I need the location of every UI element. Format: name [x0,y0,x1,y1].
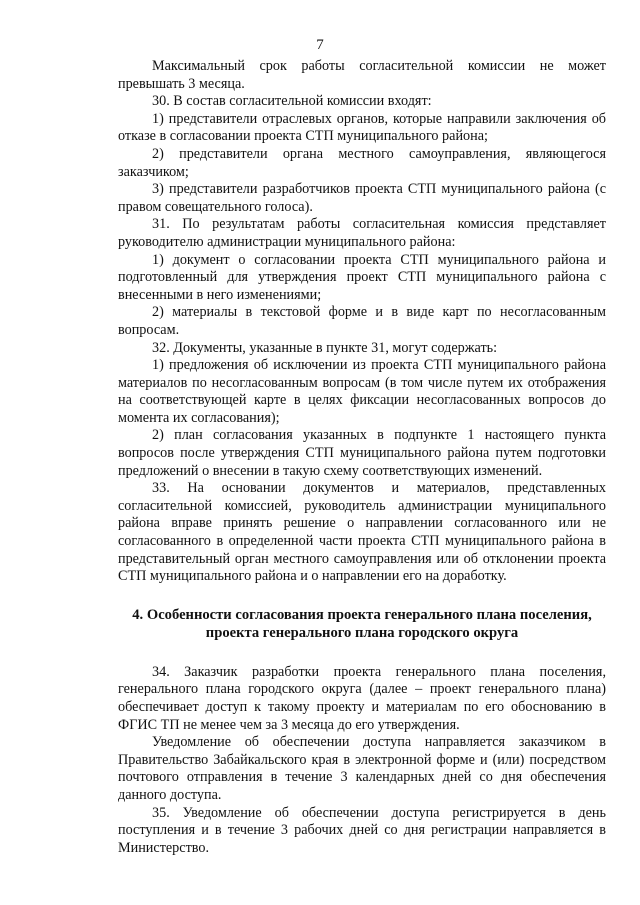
paragraph-30: 30. В состав согласительной комиссии входят: [152,93,432,110]
paragraph-34: 34. Заказчик разработки проекта генерального плана поселения, генерального плана городского округа (далее – проект генерального плана) обеспечивает доступ к такому проекту и материалам по его обоснованию в ФГИС ТП не менее чем за 3 месяца до его утверждения. [118,663,606,733]
section-heading-line-2: проекта генерального плана городского округа [205,624,519,641]
paragraph-31: 31. По результатам работы согласительная комиссия представляет руководителю администрации муниципального района: [118,216,606,250]
section-heading [118,606,606,642]
paragraph-access-notice: Уведомление об обеспечении доступа направляется заказчиком в Правительство Забайкальского края в электронной форме и (или) посредством почтового отправления в течение 3 календарных дней со дня обеспечения данного доступа. [118,734,606,803]
page-number: 7 [316,37,324,53]
paragraph-31-item-1: 1) документ о согласовании проекта СТП муниципального района и подготовленный для утверждения проект СТП муниципального района с внесенными в него изменениями; [118,251,606,303]
paragraph-31-item-2: 2) материалы в текстовой форме и в виде карт по несогласованным вопросам. [118,304,606,338]
paragraph-32-item-2: 2) план согласования указанных в подпункте 1 настоящего пункта вопросов после утверждения СТП муниципального района путем подготовки предложений о внесении в такую схему соответствующих изменений. [118,427,606,479]
document-body [118,58,606,857]
paragraph-32: 32. Документы, указанные в пункте 31, могут содержать: [152,339,498,356]
paragraph-33: 33. На основании документов и материалов, представленных согласительной комиссией, руководитель администрации муниципального района вправе принять решение о направлении согласованного или не согласованного в определенной части проекта СТП муниципального района в представительный орган местного самоуправления или об отклонении проекта СТП муниципального района и о направлении его на доработку. [118,480,606,585]
paragraph-30-item-2: 2) представители органа местного самоуправления, являющегося заказчиком; [118,145,606,180]
paragraph-30-item-3: 3) представители разработчиков проекта СТП муниципального района (с правом совещательного голоса). [118,181,606,215]
section-heading-line-1: 4. Особенности согласования проекта генерального плана поселения, [132,606,592,623]
paragraph-commission-term: Максимальный срок работы согласительной комиссии не может превышать 3 месяца. [118,58,606,92]
paragraph-30-item-1: 1) представители отраслевых органов, которые направили заключения об отказе в согласовании проекта СТП муниципального района; [118,110,606,145]
paragraph-32-item-1: 1) предложения об исключении из проекта СТП муниципального района материалов по несогласованным вопросам (в том числе путем их отображения на соответствующей карте в целях фиксации несогласованных вопросов до момента их согласования); [118,357,606,426]
paragraph-35: 35. Уведомление об обеспечении доступа регистрируется в день поступления и в течение 3 рабочих дней со дня регистрации направляется в Министерство. [118,804,606,856]
